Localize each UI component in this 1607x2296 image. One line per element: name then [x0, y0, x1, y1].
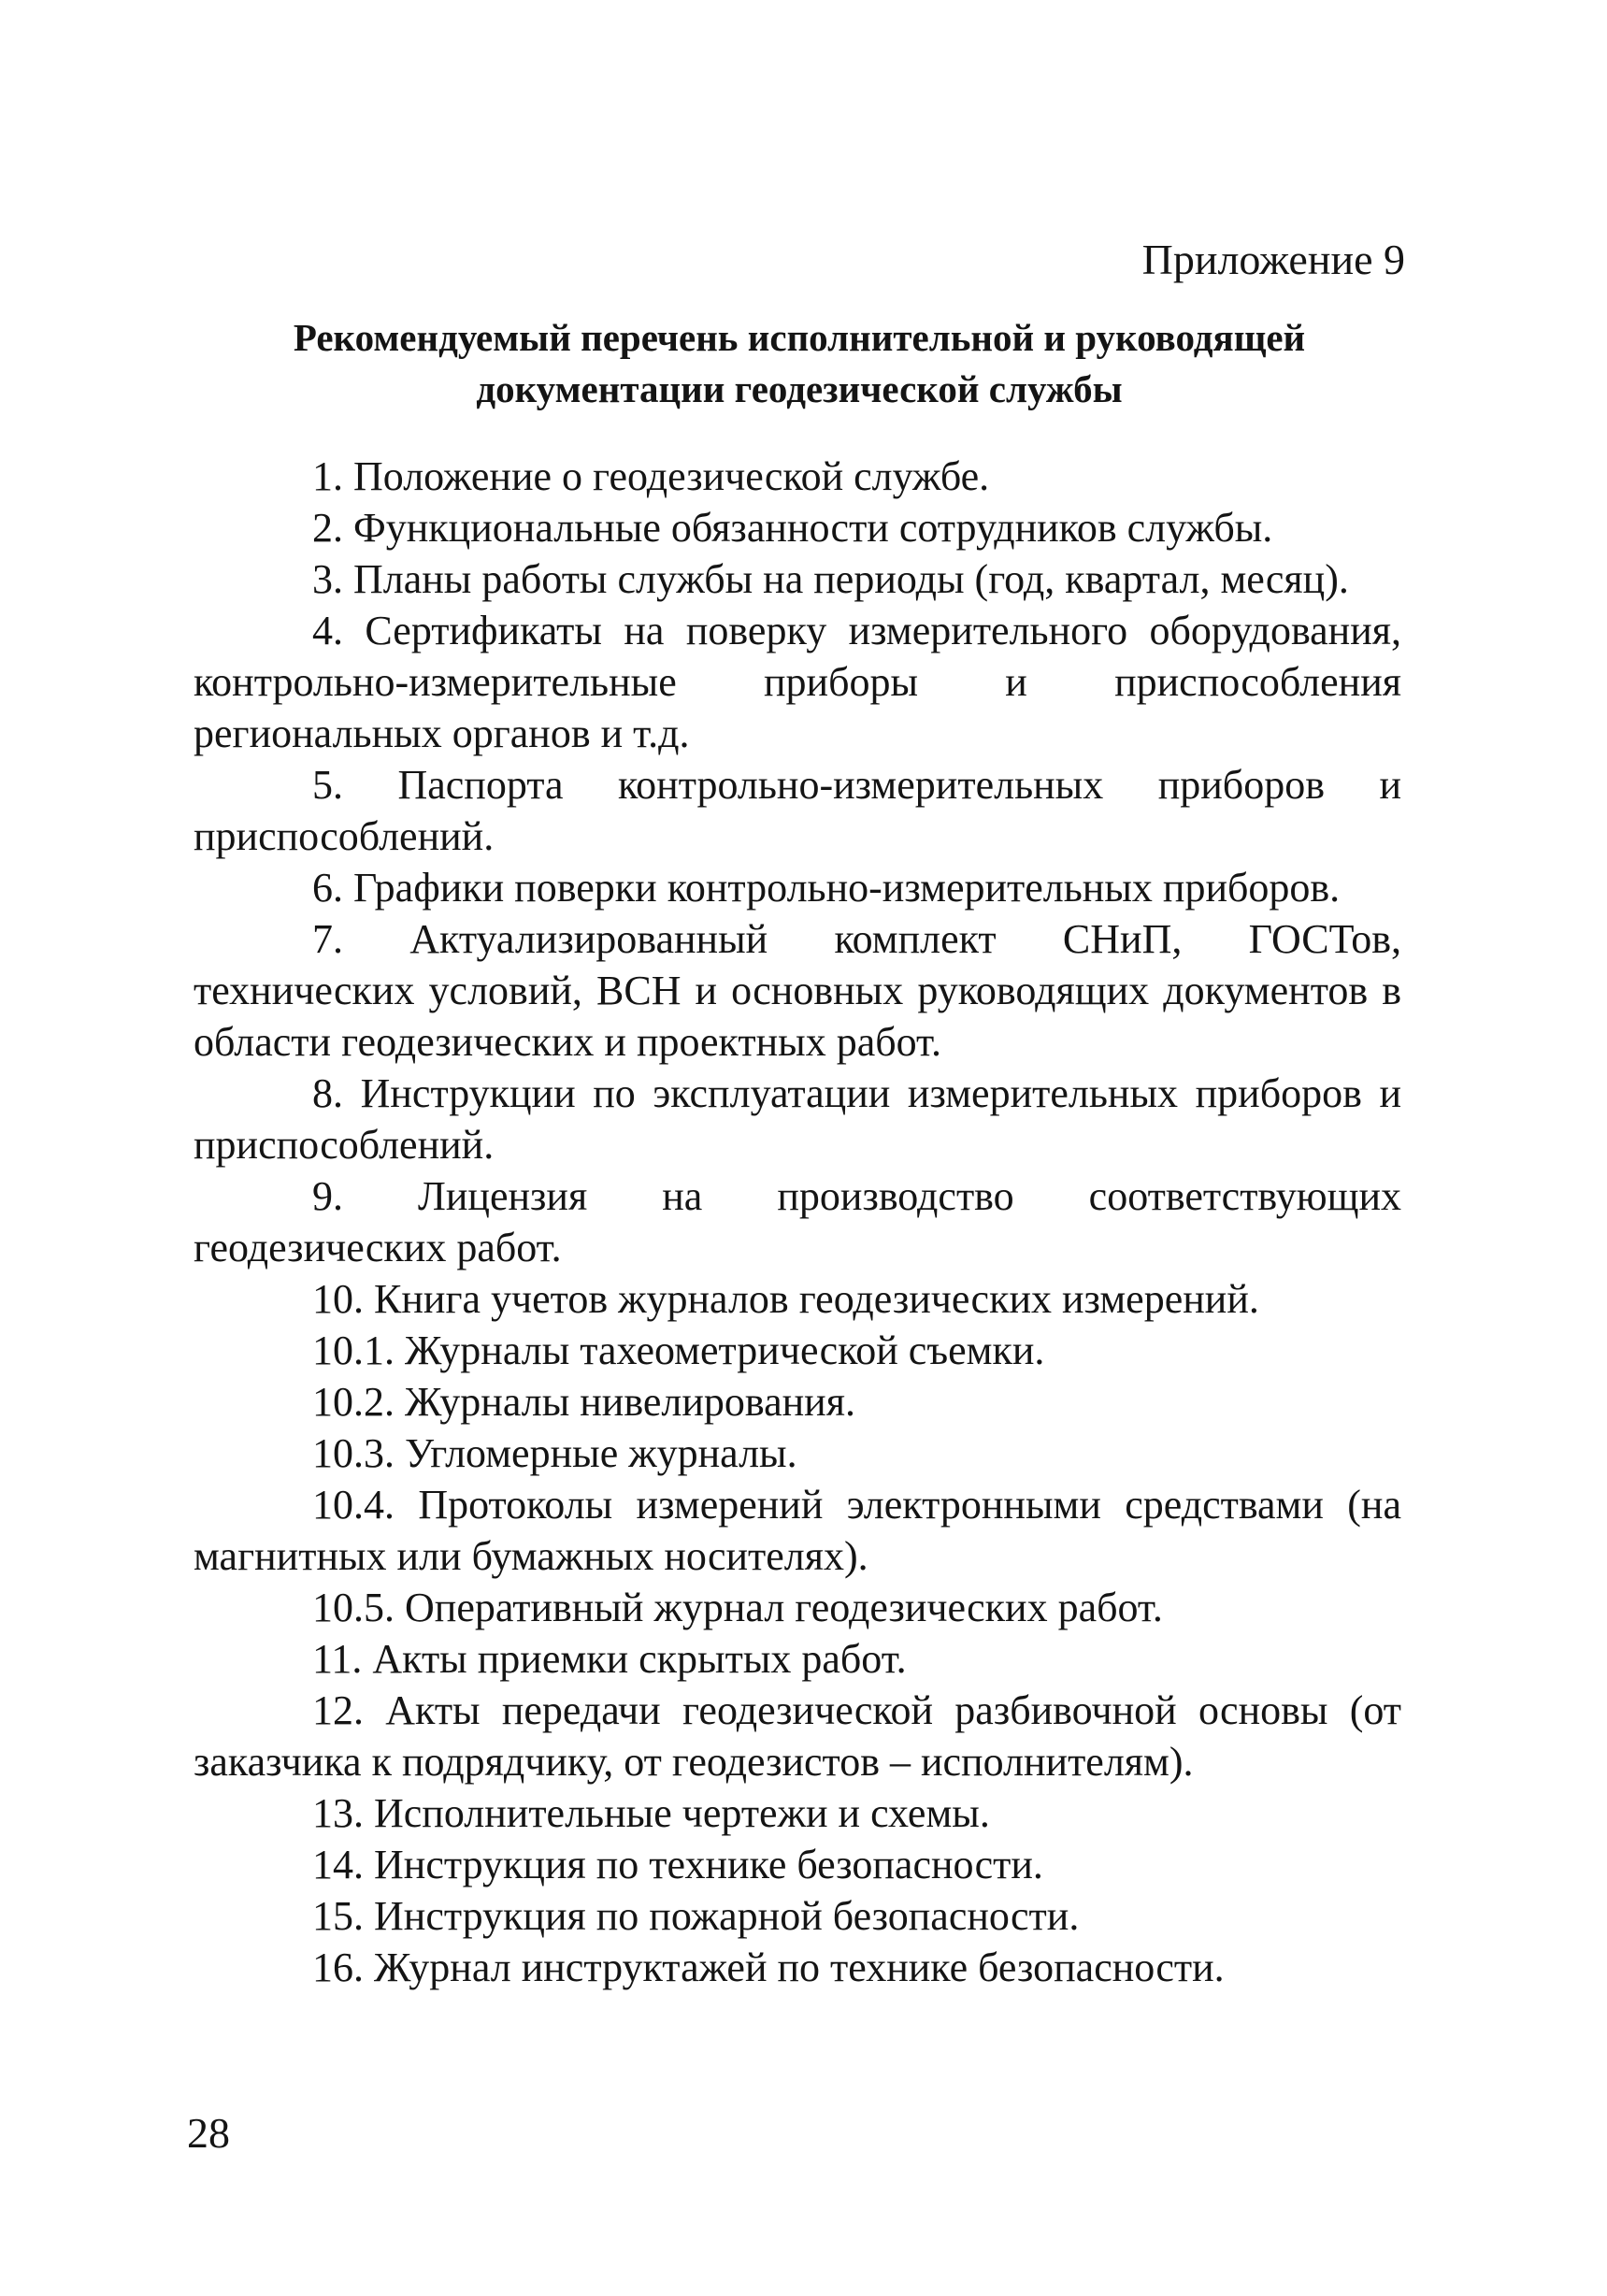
list-item: 8. Инструкции по эксплуатации измерительных приборов и приспособлений.: [194, 1070, 1401, 1168]
list-item: 2. Функциональные обязанности сотрудников службы.: [312, 505, 1273, 551]
list-item: 13. Исполнительные чертежи и схемы.: [312, 1790, 990, 1836]
list-item: 5. Паспорта контрольно-измерительных приборов и приспособлений.: [194, 762, 1401, 859]
list-item: 12. Акты передачи геодезической разбивочной основы (от заказчика к подрядчику, от геодезистов – исполнителям).: [194, 1687, 1401, 1785]
list-item: 3. Планы работы службы на периоды (год, квартал, месяц).: [312, 556, 1349, 602]
document-list: [194, 451, 1401, 1993]
list-item: 10.3. Угломерные журналы.: [312, 1430, 797, 1476]
list-item: 11. Акты приемки скрытых работ.: [312, 1636, 907, 1682]
title-line-2: документации геодезической службы: [476, 367, 1123, 410]
title-line-1: Рекомендуемый перечень исполнительной и руководящей: [293, 316, 1306, 359]
list-item: 10.4. Протоколы измерений электронными средствами (на магнитных или бумажных носителях).: [194, 1482, 1401, 1579]
list-item: 16. Журнал инструктажей по технике безопасности.: [312, 1944, 1225, 1990]
list-item: 6. Графики поверки контрольно-измерительных приборов.: [312, 865, 1341, 911]
list-item: 14. Инструкция по технике безопасности.: [312, 1842, 1043, 1887]
list-item: 4. Сертификаты на поверку измерительного оборудования, контрольно-измерительные приборы и приспособления региональных органов и т.д.: [194, 608, 1401, 756]
list-item: 10. Книга учетов журналов геодезических измерений.: [312, 1276, 1259, 1322]
list-item: 10.2. Журналы нивелирования.: [312, 1379, 855, 1425]
list-item: 10.5. Оперативный журнал геодезических работ.: [312, 1585, 1163, 1630]
list-item: 10.1. Журналы тахеометрической съемки.: [312, 1327, 1045, 1373]
list-item: 7. Актуализированный комплект СНиП, ГОСТов, технических условий, ВСН и основных руководящих документов в области геодезических и проектных работ.: [194, 916, 1401, 1065]
document-title: [196, 312, 1402, 415]
annex-label: Приложение 9: [1141, 236, 1405, 283]
list-item: 1. Положение о геодезической службе.: [312, 453, 990, 499]
list-item: 15. Инструкция по пожарной безопасности.: [312, 1893, 1080, 1939]
page-number: 28: [187, 2109, 230, 2157]
list-item: 9. Лицензия на производство соответствующих геодезических работ.: [194, 1173, 1401, 1270]
